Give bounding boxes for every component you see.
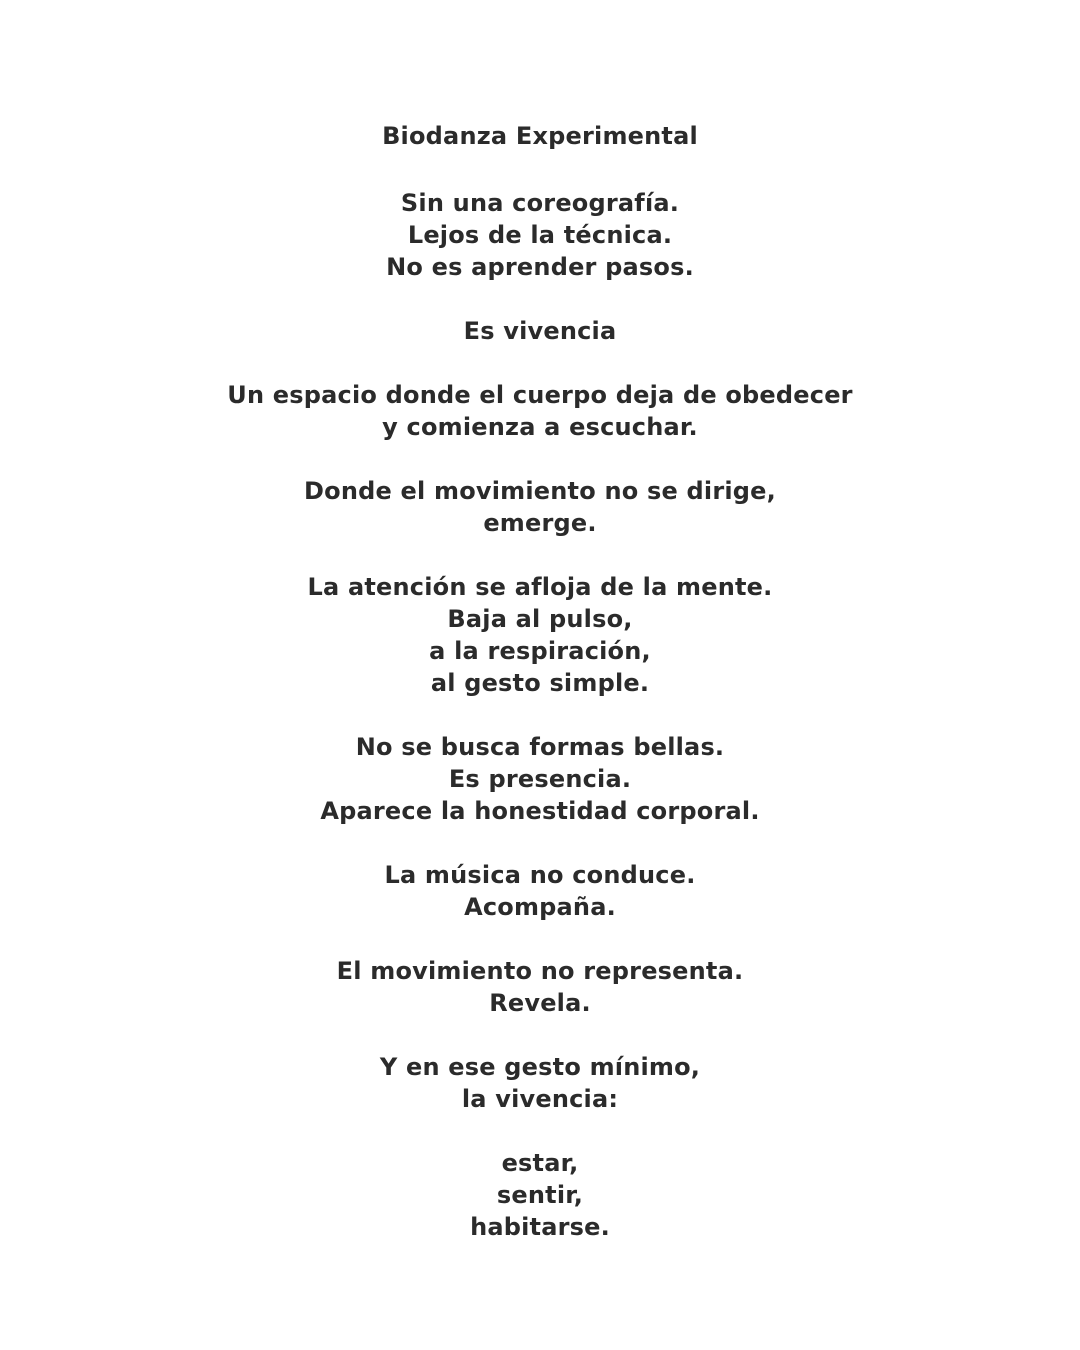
stanza	[0, 1051, 1080, 1115]
poem-line: sentir,	[496, 1181, 584, 1209]
stanza	[0, 859, 1080, 923]
poem-line: La música no conduce.	[384, 861, 696, 889]
stanza	[0, 955, 1080, 1019]
poem-line: Un espacio donde el cuerpo deja de obedecer	[227, 381, 853, 409]
poem-line: Acompaña.	[464, 893, 616, 921]
poem-title: Biodanza Experimental	[382, 122, 698, 150]
poem-line: y comienza a escuchar.	[382, 413, 698, 441]
stanza	[0, 187, 1080, 283]
poem-line: Revela.	[489, 989, 591, 1017]
poem-line: a la respiración,	[429, 637, 651, 665]
poem-line: Lejos de la técnica.	[407, 221, 673, 249]
poem-line: estar,	[501, 1149, 579, 1177]
poem-line: Donde el movimiento no se dirige,	[304, 477, 776, 505]
poem-line: Baja al pulso,	[447, 605, 633, 633]
poem-line: No se busca formas bellas.	[355, 733, 725, 761]
poem-line: la vivencia:	[461, 1085, 619, 1113]
poem-line: El movimiento no representa.	[336, 957, 744, 985]
poem-line: Sin una coreografía.	[400, 189, 680, 217]
stanza	[0, 731, 1080, 827]
poem-line: emerge.	[483, 509, 597, 537]
poem-line: La atención se afloja de la mente.	[307, 573, 773, 601]
stanza	[0, 1147, 1080, 1243]
poem	[0, 117, 1080, 1243]
poem-line: al gesto simple.	[430, 669, 650, 697]
stanza	[0, 571, 1080, 699]
poem-line: Aparece la honestidad corporal.	[320, 797, 760, 825]
poem-line: Y en ese gesto mínimo,	[379, 1053, 701, 1081]
poem-line: No es aprender pasos.	[386, 253, 694, 281]
stanza	[0, 315, 1080, 347]
poem-line: habitarse.	[470, 1213, 610, 1241]
poem-line: Es vivencia	[463, 317, 617, 345]
stanza	[0, 475, 1080, 539]
poem-line: Es presencia.	[448, 765, 632, 793]
stanza	[0, 379, 1080, 443]
